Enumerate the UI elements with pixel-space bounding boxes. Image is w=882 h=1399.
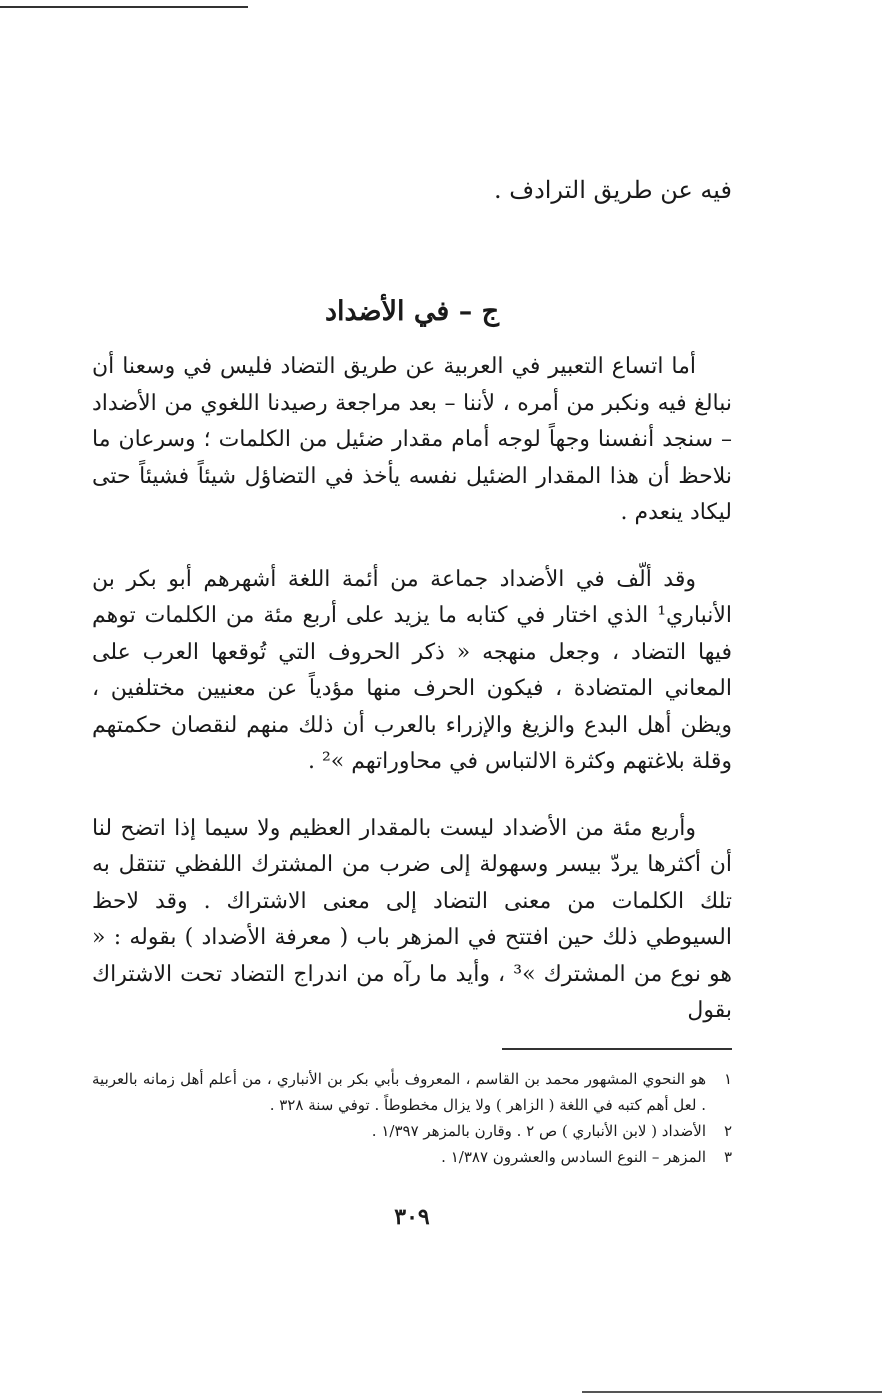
footnote-item <box>92 1144 732 1170</box>
body-paragraph-3: وأربع مئة من الأضداد ليست بالمقدار العظيم ولا سيما إذا اتضح لنا أن أكثرها يردّ بيسر وسهولة إلى ضرب من المشترك اللفظي تنتقل به تلك الكلمات من معنى التضاد إلى معنى الاشتراك . وقد لاحظ السيوطي ذلك حين افتتح في المزهر باب ( معرفة الأضداد ) بقوله : « هو نوع من المشترك »³ ، وأيد ما رآه من اندراج التضاد تحت الاشتراك بقول <box>92 815 732 1023</box>
footnote-number: ٢ <box>723 1121 732 1140</box>
footnote-item <box>92 1066 732 1118</box>
footnote-text: الأضداد ( لابن الأنباري ) ص ٢ . وقارن بالمزهر ١/٣٩٧ . <box>371 1121 706 1140</box>
footnote-number: ٣ <box>723 1147 732 1166</box>
footnote-text: هو النحوي المشهور محمد بن القاسم ، المعروف بأبي بكر بن الأنباري ، من أعلم أهل زمانه بالعربية . لعل أهم كتبه في اللغة ( الزاهر ) ولا يزال مخطوطاً . توفي سنة ٣٢٨ . <box>92 1069 706 1114</box>
continuation-line: فيه عن طريق الترادف . <box>493 176 732 204</box>
section-heading: ج – في الأضداد <box>324 296 500 327</box>
page-number: ٣٠٩ <box>394 1203 430 1230</box>
book-page <box>92 170 732 1230</box>
bottom-edge-rule <box>582 1391 882 1393</box>
top-edge-rule <box>0 6 248 8</box>
body-paragraph-1: أما اتساع التعبير في العربية عن طريق التضاد فليس في وسعنا أن نبالغ فيه ونكبر من أمره ، لأننا – بعد مراجعة رصيدنا اللغوي من الأضداد – سنجد أنفسنا وجهاً لوجه أمام مقدار ضئيل من الكلمات ؛ وسرعان ما نلاحظ أن هذا المقدار الضئيل نفسه يأخذ في التضاؤل شيئاً فشيئاً حتى ليكاد ينعدم . <box>92 354 732 525</box>
footnote-item <box>92 1118 732 1144</box>
footnotes-list <box>92 1066 732 1170</box>
footnote-text: المزهر – النوع السادس والعشرون ١/٣٨٧ . <box>441 1147 706 1166</box>
body-paragraph-2: وقد ألّف في الأضداد جماعة من أئمة اللغة أشهرهم أبو بكر بن الأنباري¹ الذي اختار في كتابه ما يزيد على أربع مئة من الكلمات توهم فيها التضاد ، وجعل منهجه « ذكر الحروف التي تُوقعها العرب على المعاني المتضادة ، فيكون الحرف منها مؤدياً عن معنيين مختلفين ، ويظن أهل البدع والزيغ والإزراء بالعرب أن ذلك منهم لنقصان حكمتهم وقلة بلاغتهم وكثرة الالتباس في محاوراتهم »² . <box>92 566 732 774</box>
footnote-separator <box>502 1048 732 1050</box>
footnote-number: ١ <box>723 1069 732 1088</box>
